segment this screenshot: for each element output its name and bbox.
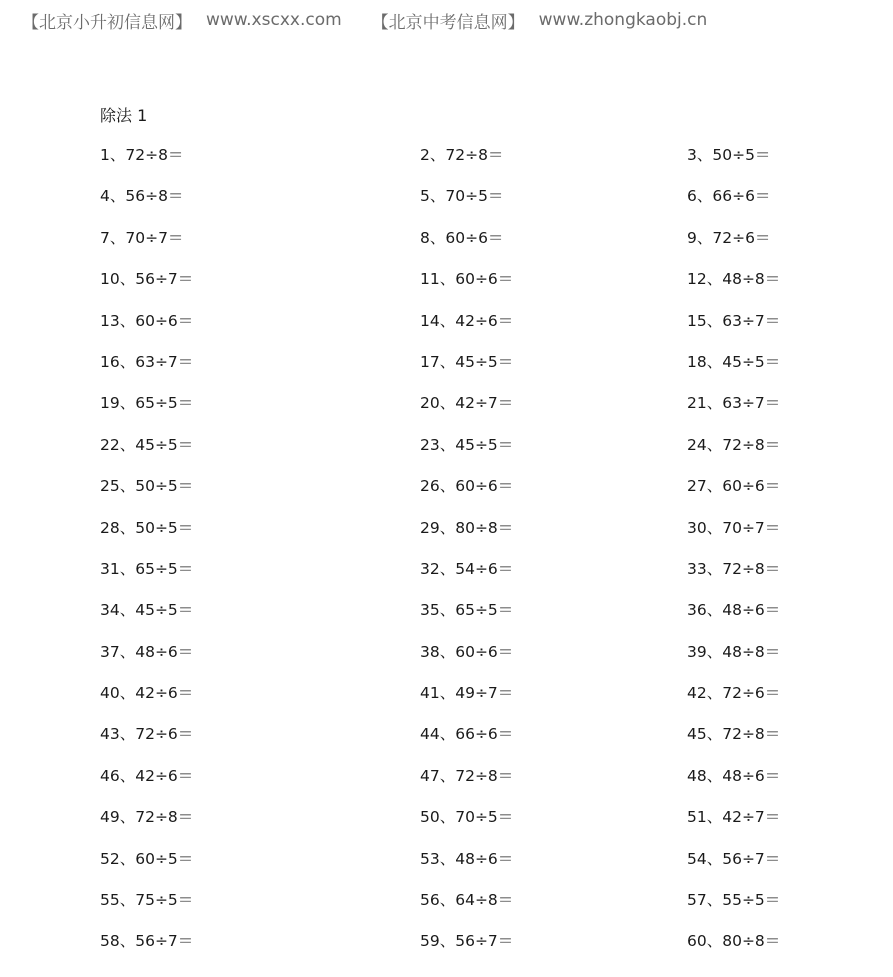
division-problem: 38、60÷6＝ (420, 642, 514, 661)
worksheet-title: 除法 1 (100, 106, 148, 125)
header-site1-url[interactable]: www.xscxx.com (206, 10, 342, 30)
division-problem: 54、56÷7＝ (687, 849, 781, 868)
division-problem: 7、70÷7＝ (100, 228, 184, 247)
division-problem: 21、63÷7＝ (687, 394, 781, 413)
division-problem: 42、72÷6＝ (687, 684, 781, 703)
division-problem: 48、48÷6＝ (687, 766, 781, 785)
division-problem: 13、60÷6＝ (100, 311, 194, 330)
division-problem: 52、60÷5＝ (100, 849, 194, 868)
division-problem: 12、48÷8＝ (687, 270, 781, 289)
problem-row (100, 764, 860, 805)
division-problem: 59、56÷7＝ (420, 932, 514, 951)
problem-row (100, 184, 860, 225)
division-problem: 11、60÷6＝ (420, 270, 514, 289)
division-problem: 4、56÷8＝ (100, 187, 184, 206)
division-problem: 41、49÷7＝ (420, 684, 514, 703)
problem-row (100, 640, 860, 681)
division-problem: 2、72÷8＝ (420, 146, 504, 164)
problem-row (100, 226, 860, 267)
division-problem: 27、60÷6＝ (687, 477, 781, 496)
division-problem: 25、50÷5＝ (100, 477, 194, 496)
division-problem: 1、72÷8＝ (100, 146, 184, 164)
division-problem: 26、60÷6＝ (420, 477, 514, 496)
division-problem: 31、65÷5＝ (100, 559, 194, 578)
division-problem: 58、56÷7＝ (100, 932, 194, 951)
division-problem: 10、56÷7＝ (100, 270, 194, 289)
division-problem: 23、45÷5＝ (420, 435, 514, 454)
division-problem: 44、66÷6＝ (420, 725, 514, 744)
division-problem: 29、80÷8＝ (420, 518, 514, 537)
division-problem: 33、72÷8＝ (687, 559, 781, 578)
division-problem: 45、72÷8＝ (687, 725, 781, 744)
division-problem: 8、60÷6＝ (420, 228, 504, 247)
problem-row (100, 350, 860, 391)
problem-row (100, 391, 860, 432)
problem-row (100, 805, 860, 846)
page-header (22, 8, 707, 32)
problem-row (100, 143, 860, 184)
division-problem: 32、54÷6＝ (420, 559, 514, 578)
division-problem: 46、42÷6＝ (100, 766, 194, 785)
header-site2-url[interactable]: www.zhongkaobj.cn (538, 10, 708, 30)
division-problem: 57、55÷5＝ (687, 891, 781, 910)
problem-row (100, 516, 860, 557)
division-problem: 15、63÷7＝ (687, 311, 781, 330)
division-problem: 3、50÷5＝ (687, 146, 771, 164)
problem-grid (100, 143, 860, 971)
division-problem: 19、65÷5＝ (100, 394, 194, 413)
problem-row (100, 309, 860, 350)
division-problem: 60、80÷8＝ (687, 932, 781, 951)
division-problem: 20、42÷7＝ (420, 394, 514, 413)
division-problem: 37、48÷6＝ (100, 642, 194, 661)
problem-row (100, 888, 860, 929)
division-problem: 28、50÷5＝ (100, 518, 194, 537)
division-problem: 17、45÷5＝ (420, 352, 514, 371)
division-problem: 9、72÷6＝ (687, 228, 771, 247)
division-problem: 14、42÷6＝ (420, 311, 514, 330)
division-problem: 36、48÷6＝ (687, 601, 781, 620)
division-problem: 22、45÷5＝ (100, 435, 194, 454)
division-problem: 49、72÷8＝ (100, 808, 194, 827)
header-site1-name: 【北京小升初信息网】 (22, 12, 192, 33)
problem-row (100, 929, 860, 970)
problem-row (100, 722, 860, 763)
division-problem: 53、48÷6＝ (420, 849, 514, 868)
division-problem: 6、66÷6＝ (687, 187, 771, 206)
division-problem: 43、72÷6＝ (100, 725, 194, 744)
problem-row (100, 433, 860, 474)
division-problem: 56、64÷8＝ (420, 891, 514, 910)
division-problem: 47、72÷8＝ (420, 766, 514, 785)
division-problem: 35、65÷5＝ (420, 601, 514, 620)
division-problem: 51、42÷7＝ (687, 808, 781, 827)
division-problem: 16、63÷7＝ (100, 352, 194, 371)
problem-row (100, 681, 860, 722)
division-problem: 5、70÷5＝ (420, 187, 504, 206)
division-problem: 30、70÷7＝ (687, 518, 781, 537)
problem-row (100, 847, 860, 888)
problem-row (100, 267, 860, 308)
division-problem: 55、75÷5＝ (100, 891, 194, 910)
header-site2-name: 【北京中考信息网】 (371, 12, 525, 33)
division-problem: 18、45÷5＝ (687, 352, 781, 371)
problem-row (100, 598, 860, 639)
division-problem: 39、48÷8＝ (687, 642, 781, 661)
division-problem: 24、72÷8＝ (687, 435, 781, 454)
division-problem: 40、42÷6＝ (100, 684, 194, 703)
division-problem: 50、70÷5＝ (420, 808, 514, 827)
problem-row (100, 557, 860, 598)
division-problem: 34、45÷5＝ (100, 601, 194, 620)
problem-row (100, 474, 860, 515)
